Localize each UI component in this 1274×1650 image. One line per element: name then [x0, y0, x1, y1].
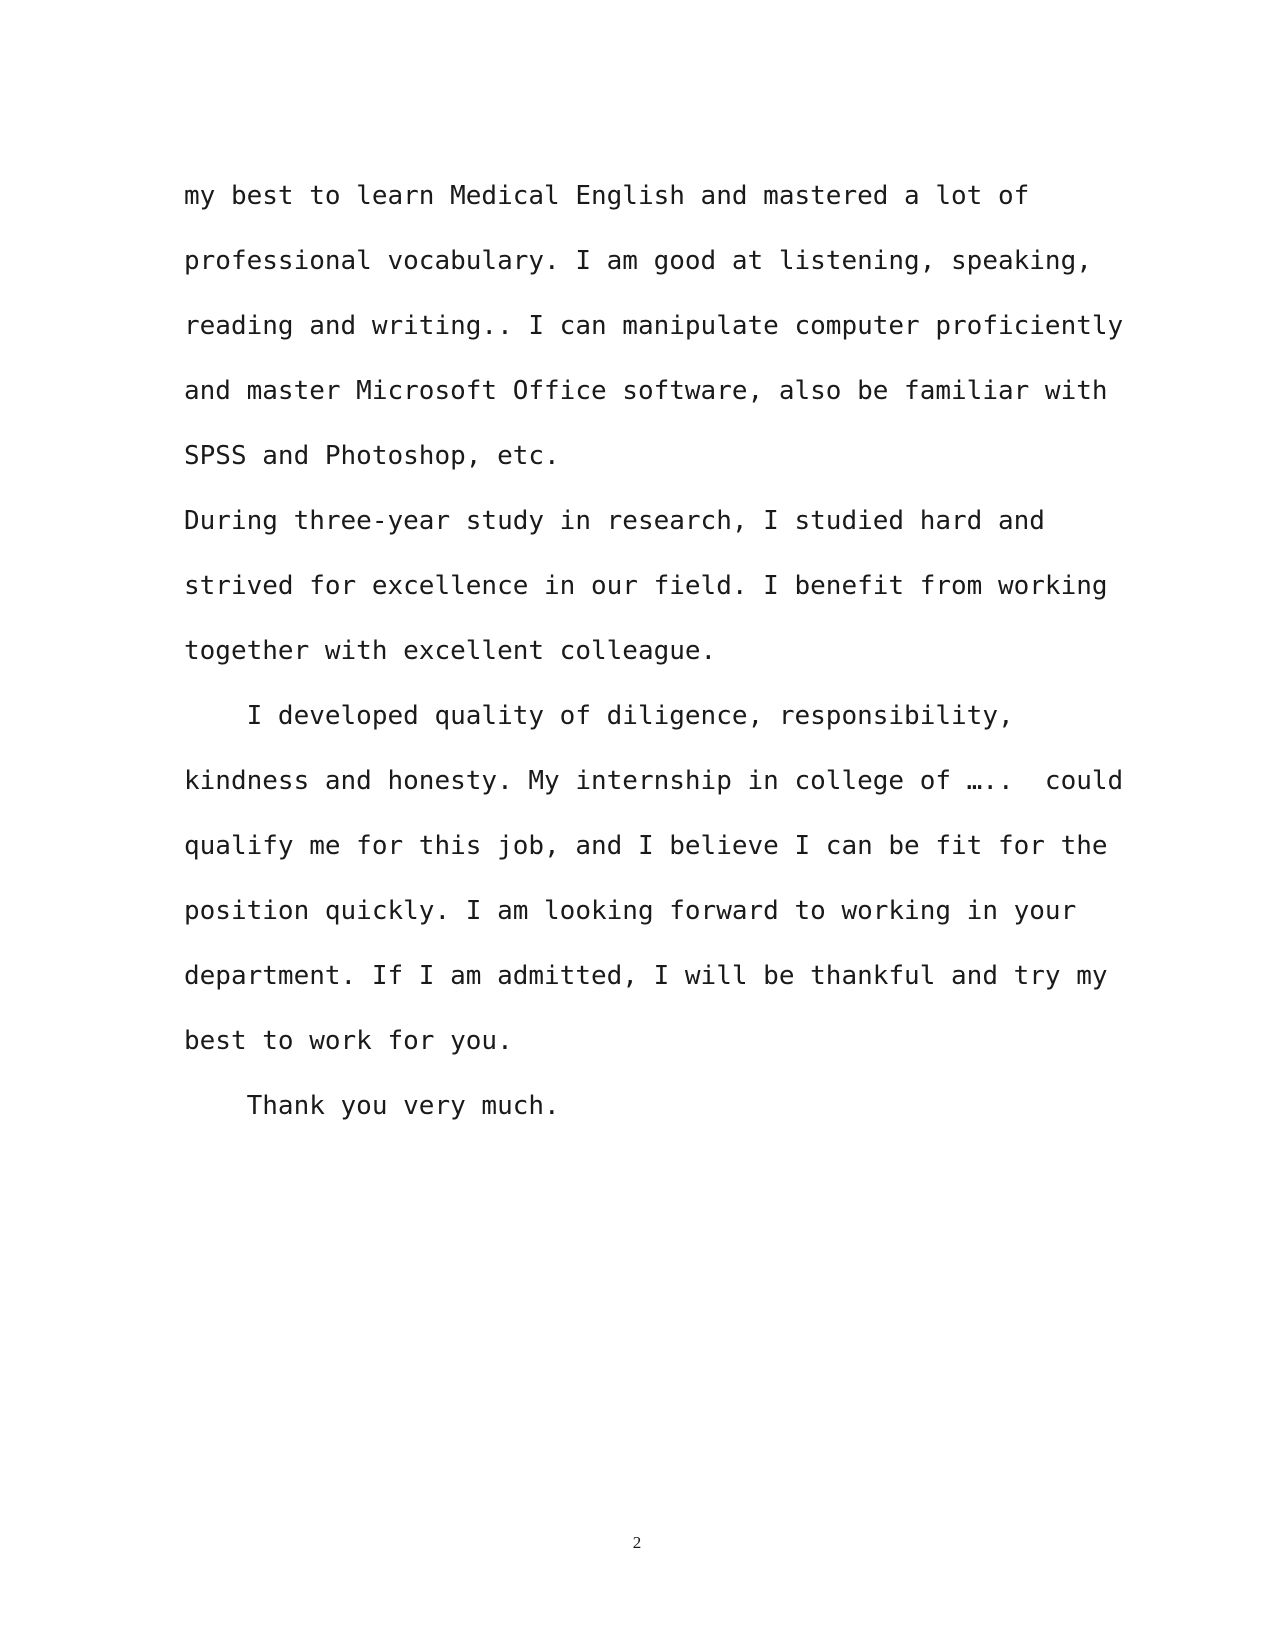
text-line: reading and writing.. I can manipulate computer proficiently	[184, 311, 1124, 341]
text-line: department. If I am admitted, I will be thankful and try my	[184, 961, 1108, 991]
text-line: I developed quality of diligence, responsibility,	[184, 701, 1014, 731]
text-line: strived for excellence in our field. I benefit from working	[184, 571, 1108, 601]
text-line: SPSS and Photoshop, etc.	[184, 441, 560, 471]
letter-body	[184, 164, 1124, 1139]
page-number: 2	[632, 1533, 642, 1552]
text-line: best to work for you.	[184, 1026, 513, 1056]
text-line: position quickly. I am looking forward to working in your	[184, 896, 1077, 926]
text-line: my best to learn Medical English and mastered a lot of	[184, 181, 1030, 211]
text-line: and master Microsoft Office software, also be familiar with	[184, 376, 1108, 406]
text-line: Thank you very much.	[184, 1091, 560, 1121]
text-line: professional vocabulary. I am good at listening, speaking,	[184, 246, 1092, 276]
text-line: During three-year study in research, I studied hard and	[184, 506, 1045, 536]
text-line: together with excellent colleague.	[184, 636, 717, 666]
text-line: qualify me for this job, and I believe I can be fit for the	[184, 831, 1108, 861]
text-line: kindness and honesty. My internship in college of ….. could	[184, 766, 1124, 796]
